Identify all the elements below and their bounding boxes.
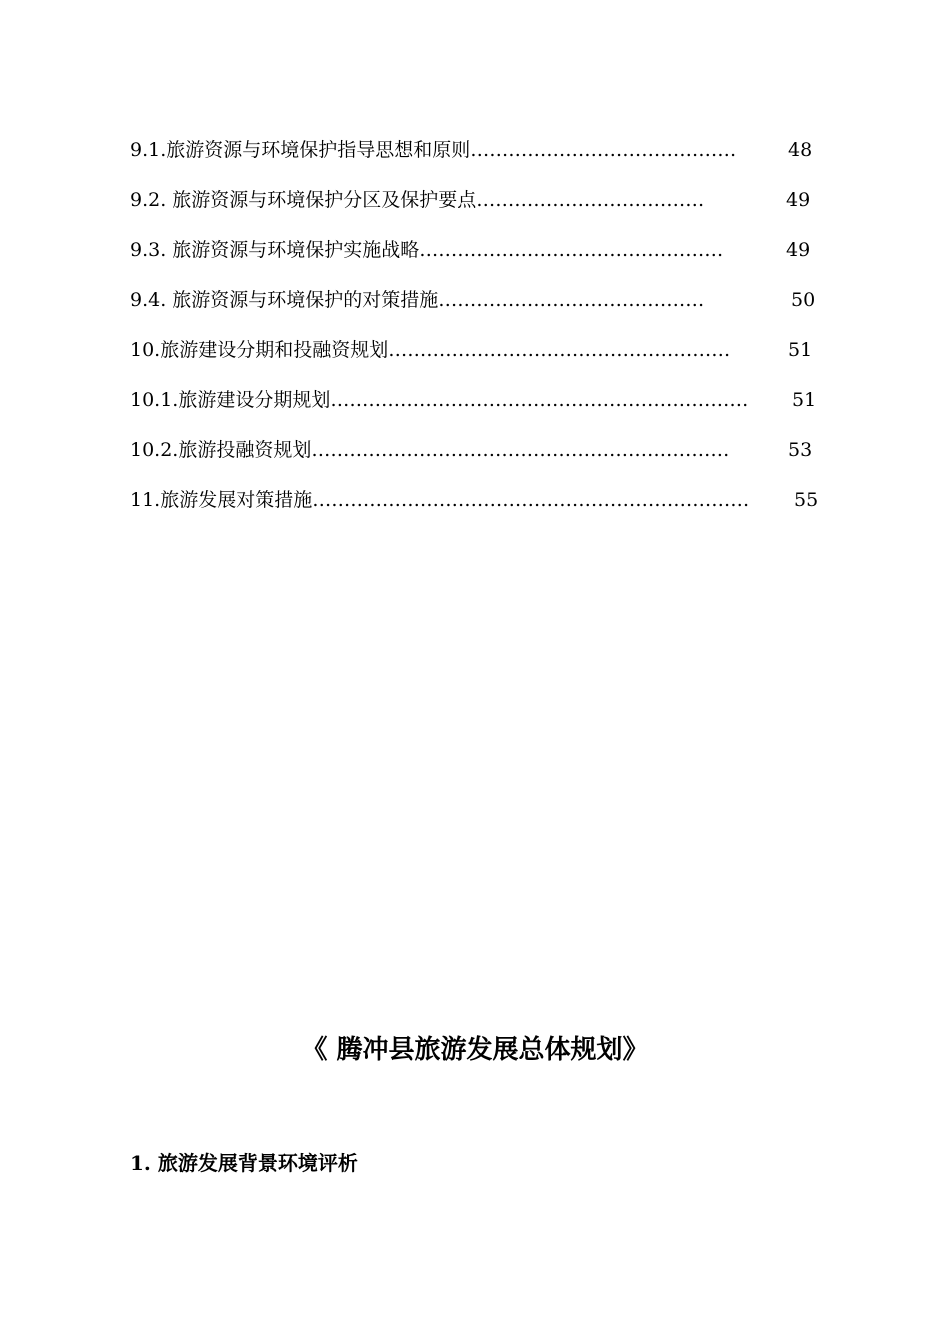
toc-entry[interactable] (130, 386, 830, 415)
toc-entry[interactable] (130, 186, 830, 215)
toc-entry-text (130, 436, 729, 465)
section-heading: 1. 旅游发展背景环境评析 (130, 1151, 358, 1175)
table-of-contents (130, 136, 830, 536)
toc-entry[interactable] (130, 286, 830, 315)
toc-entry-text (130, 236, 723, 265)
toc-entry-label: 10.2.旅游投融资规划 (130, 439, 312, 461)
toc-entry-label: 9.2. 旅游资源与环境保护分区及保护要点 (130, 189, 477, 211)
toc-leader-dots: ……………………………… (476, 189, 705, 211)
toc-entry-label: 9.4. 旅游资源与环境保护的对策措施 (130, 289, 439, 311)
toc-entry-label: 10.旅游建设分期和投融资规划 (130, 339, 389, 361)
toc-leader-dots: …………………………………… (438, 289, 705, 311)
toc-entry-text (130, 386, 748, 415)
toc-entry[interactable] (130, 486, 830, 515)
toc-page-number: 50 (791, 289, 816, 311)
toc-entry-text (130, 486, 749, 515)
toc-entry-label: 9.3. 旅游资源与环境保护实施战略 (130, 239, 420, 261)
toc-page-number: 55 (794, 489, 819, 511)
toc-page-number: 51 (792, 389, 817, 411)
toc-entry[interactable] (130, 236, 830, 265)
toc-page-number: 53 (788, 439, 813, 461)
toc-entry-label: 11.旅游发展对策措施 (130, 489, 313, 511)
toc-page-number: 49 (786, 189, 811, 211)
toc-page-number: 49 (786, 239, 811, 261)
toc-entry-text (130, 336, 730, 365)
toc-leader-dots: ………………………………………… (419, 239, 724, 261)
toc-entry[interactable] (130, 336, 830, 365)
toc-entry[interactable] (130, 136, 830, 165)
toc-leader-dots: ……………………………………………… (388, 339, 731, 361)
toc-leader-dots: ………………………………………………………… (330, 389, 749, 411)
toc-entry-text (130, 286, 704, 315)
toc-leader-dots: …………………………………………………………… (312, 489, 750, 511)
toc-leader-dots: …………………………………… (470, 139, 737, 161)
toc-leader-dots: ………………………………………………………… (311, 439, 730, 461)
toc-entry-label: 10.1.旅游建设分期规划 (130, 389, 331, 411)
toc-page-number: 48 (788, 139, 813, 161)
toc-entry-text (130, 136, 736, 165)
toc-entry-label: 9.1.旅游资源与环境保护指导思想和原则 (130, 139, 471, 161)
document-title: 《 腾冲县旅游发展总体规划》 (301, 1035, 649, 1065)
toc-entry[interactable] (130, 436, 830, 465)
toc-page-number: 51 (788, 339, 813, 361)
toc-entry-text (130, 186, 704, 215)
